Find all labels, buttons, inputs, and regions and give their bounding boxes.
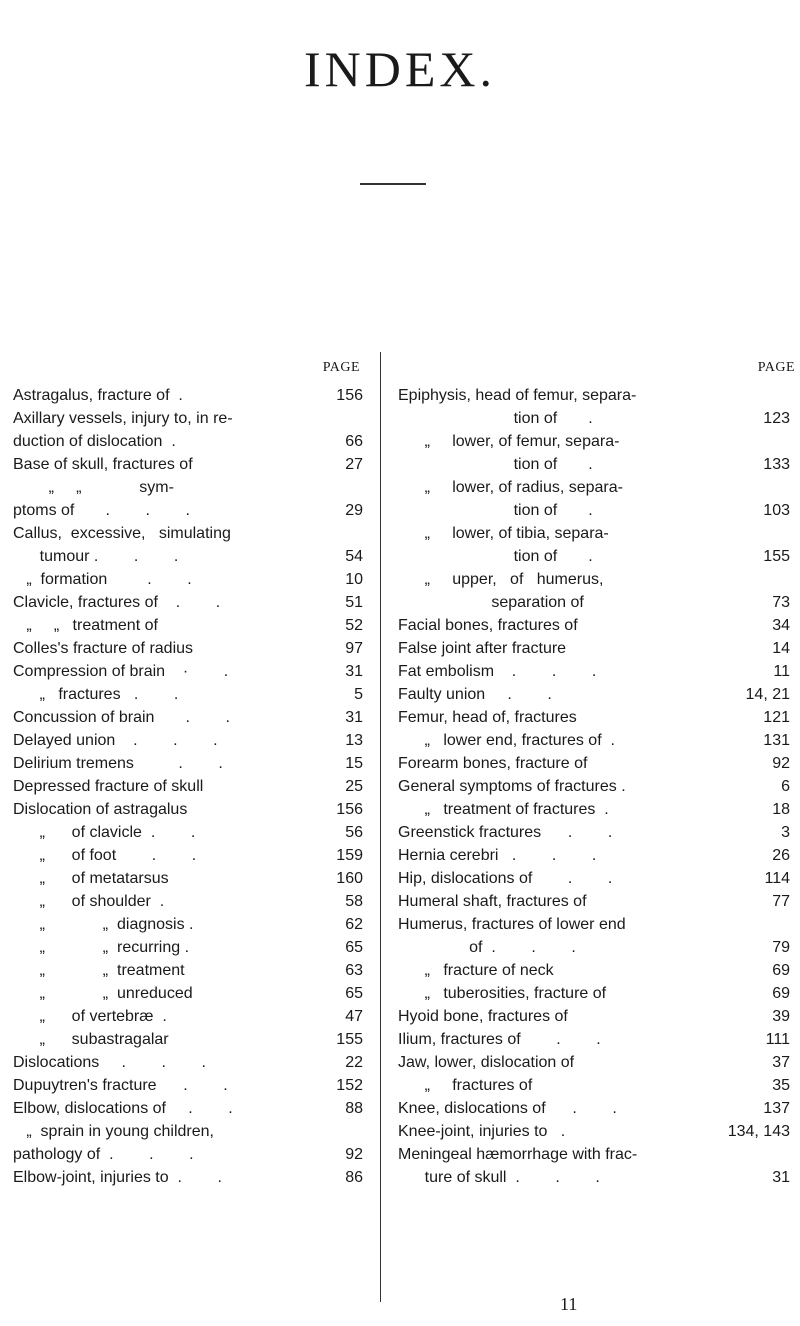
index-entry xyxy=(13,798,363,821)
index-entry xyxy=(13,476,363,499)
index-entry-page: 15 xyxy=(345,755,363,772)
index-entry-text: Humerus, fractures of lower end xyxy=(398,916,626,933)
index-entry-text: Knee-joint, injuries to . xyxy=(398,1123,566,1140)
index-entry-page: 18 xyxy=(772,801,790,818)
index-entry xyxy=(398,476,790,499)
index-entry xyxy=(398,706,790,729)
index-entry xyxy=(13,453,363,476)
index-entry xyxy=(398,729,790,752)
index-entry-page: 160 xyxy=(336,870,363,887)
index-entry-text: Meningeal hæmorrhage with frac- xyxy=(398,1146,638,1163)
index-entry-page: 79 xyxy=(772,939,790,956)
index-entry-text: Jaw, lower, dislocation of xyxy=(398,1054,575,1071)
index-entry xyxy=(398,1143,790,1166)
index-entry xyxy=(13,407,363,430)
index-entry xyxy=(398,384,790,407)
index-entry-page: 69 xyxy=(772,962,790,979)
index-entry xyxy=(398,959,790,982)
index-entry xyxy=(398,614,790,637)
index-entry-text: „ „ unreduced xyxy=(13,985,193,1002)
index-entry xyxy=(13,1166,363,1189)
index-entry xyxy=(13,522,363,545)
index-entry-text: „ fracture of neck xyxy=(398,962,554,979)
index-entry xyxy=(398,499,790,522)
index-entry-text: Compression of brain · . xyxy=(13,663,229,680)
index-entry-text: Elbow, dislocations of . . xyxy=(13,1100,233,1117)
index-entry-text: Facial bones, fractures of xyxy=(398,617,578,634)
index-entry-page: 6 xyxy=(781,778,790,795)
index-entry-text: Dislocation of astragalus xyxy=(13,801,188,818)
index-entry xyxy=(398,407,790,430)
index-entry xyxy=(13,844,363,867)
index-entry-text: of . . . xyxy=(398,939,576,956)
index-entry-text: „ lower, of femur, separa- xyxy=(398,433,620,450)
index-entry-page: 111 xyxy=(765,1031,790,1048)
index-entry-text: Fat embolism . . . xyxy=(398,663,597,680)
index-entry-page: 39 xyxy=(772,1008,790,1025)
index-entry xyxy=(398,821,790,844)
index-entry xyxy=(13,430,363,453)
index-entry xyxy=(398,1005,790,1028)
index-entry-page: 88 xyxy=(345,1100,363,1117)
index-entry xyxy=(13,1120,363,1143)
index-entry-page: 31 xyxy=(772,1169,790,1186)
index-entry-text: „ treatment of fractures . xyxy=(398,801,609,818)
index-entry-text: tumour . . . xyxy=(13,548,179,565)
index-entry-page: 58 xyxy=(345,893,363,910)
index-entry xyxy=(398,683,790,706)
index-entry-page: 27 xyxy=(345,456,363,473)
index-entry xyxy=(398,936,790,959)
index-entry xyxy=(13,729,363,752)
index-entry-text: Delirium tremens . . xyxy=(13,755,223,772)
index-entry xyxy=(13,890,363,913)
index-entry xyxy=(13,1097,363,1120)
index-entry xyxy=(13,752,363,775)
index-entry xyxy=(398,1097,790,1120)
index-entry xyxy=(13,1051,363,1074)
index-entry-page: 47 xyxy=(345,1008,363,1025)
index-entry xyxy=(13,706,363,729)
index-entry xyxy=(398,1166,790,1189)
index-entry-text: Elbow-joint, injuries to . . xyxy=(13,1169,222,1186)
index-entry-page: 13 xyxy=(345,732,363,749)
index-entry-page: 103 xyxy=(763,502,790,519)
index-entry-text: tion of . xyxy=(398,502,593,519)
index-entry-page: 92 xyxy=(345,1146,363,1163)
index-entry-text: Forearm bones, fracture of xyxy=(398,755,588,772)
index-entry-page: 31 xyxy=(345,709,363,726)
index-entry-page: 56 xyxy=(345,824,363,841)
index-entries-right xyxy=(398,384,790,1189)
index-entry xyxy=(398,752,790,775)
index-entry-text: Dislocations . . . xyxy=(13,1054,206,1071)
index-entry xyxy=(13,959,363,982)
index-entry-text: tion of . xyxy=(398,548,593,565)
index-entry xyxy=(13,545,363,568)
index-entry-page: 3 xyxy=(781,824,790,841)
index-entry xyxy=(398,545,790,568)
index-entry-page: 22 xyxy=(345,1054,363,1071)
index-entry-text: Concussion of brain . . xyxy=(13,709,230,726)
index-entry xyxy=(398,775,790,798)
title-rule xyxy=(360,183,426,185)
index-entry xyxy=(398,1051,790,1074)
index-entry-page: 137 xyxy=(763,1100,790,1117)
index-entry xyxy=(13,384,363,407)
index-entry-text: „ of vertebræ . xyxy=(13,1008,167,1025)
index-entry-page: 156 xyxy=(336,387,363,404)
index-entry xyxy=(398,982,790,1005)
index-entry-page: 10 xyxy=(345,571,363,588)
index-entry-text: „ lower, of radius, separa- xyxy=(398,479,623,496)
index-entry xyxy=(398,1028,790,1051)
index-entry-text: „ formation . . xyxy=(13,571,192,588)
index-entry-text: „ of foot . . xyxy=(13,847,197,864)
index-entry xyxy=(398,890,790,913)
index-entry xyxy=(13,591,363,614)
index-entry-text: Femur, head of, fractures xyxy=(398,709,577,726)
index-entry-page: 11 xyxy=(773,663,790,680)
index-entry xyxy=(398,913,790,936)
index-entry-page: 65 xyxy=(345,985,363,1002)
index-entry xyxy=(13,867,363,890)
index-entry-text: Delayed union . . . xyxy=(13,732,218,749)
index-entry xyxy=(398,522,790,545)
index-entry-text: „ „ recurring . xyxy=(13,939,190,956)
index-entry-text: tion of . xyxy=(398,410,593,427)
index-entry xyxy=(13,660,363,683)
index-entry-text: ture of skull . . . xyxy=(398,1169,600,1186)
index-entry-page: 114 xyxy=(764,870,790,887)
index-entry-page: 54 xyxy=(345,548,363,565)
index-entry xyxy=(13,1143,363,1166)
index-entry-page: 86 xyxy=(345,1169,363,1186)
index-entry xyxy=(13,1028,363,1051)
index-entry-page: 155 xyxy=(336,1031,363,1048)
index-entry-text: Knee, dislocations of . . xyxy=(398,1100,617,1117)
index-entry xyxy=(13,982,363,1005)
index-entry xyxy=(398,568,790,591)
index-entry-page: 62 xyxy=(345,916,363,933)
index-entry-text: „ of metatarsus xyxy=(13,870,169,887)
index-entry-text: „ fractures . . xyxy=(13,686,179,703)
index-entry-text: „ lower end, fractures of . xyxy=(398,732,615,749)
index-entry xyxy=(398,844,790,867)
index-entry-page: 34 xyxy=(772,617,790,634)
index-entry xyxy=(13,499,363,522)
index-entry-page: 37 xyxy=(772,1054,790,1071)
index-entry-text: Humeral shaft, fractures of xyxy=(398,893,587,910)
index-entry-text: separation of xyxy=(398,594,584,611)
index-entry xyxy=(13,683,363,706)
index-entry-page: 35 xyxy=(772,1077,790,1094)
index-entry xyxy=(13,1074,363,1097)
index-entry-page: 123 xyxy=(763,410,790,427)
index-entry-text: Axillary vessels, injury to, in re- xyxy=(13,410,233,427)
index-entry xyxy=(398,591,790,614)
index-entry-text: Faulty union . . xyxy=(398,686,552,703)
index-entry-text: Depressed fracture of skull xyxy=(13,778,204,795)
index-entry-page: 31 xyxy=(345,663,363,680)
index-entry-text: Ilium, fractures of . . xyxy=(398,1031,601,1048)
index-entry-text: Colles's fracture of radius xyxy=(13,640,194,657)
index-entry-text: False joint after fracture xyxy=(398,640,567,657)
index-entry-page: 97 xyxy=(345,640,363,657)
index-entry-page: 51 xyxy=(345,594,363,611)
index-entry-text: Hip, dislocations of . . xyxy=(398,870,613,887)
index-entry xyxy=(13,821,363,844)
index-entry xyxy=(398,798,790,821)
index-entry-text: Hyoid bone, fractures of xyxy=(398,1008,568,1025)
index-entry-page: 131 xyxy=(763,732,790,749)
index-entry-page: 77 xyxy=(772,893,790,910)
index-entry-page: 134, 143 xyxy=(727,1123,790,1140)
index-entry-page: 26 xyxy=(772,847,790,864)
index-entry-text: „ subastragalar xyxy=(13,1031,169,1048)
index-entry-page: 63 xyxy=(345,962,363,979)
index-entry-text: General symptoms of fractures . xyxy=(398,778,626,795)
index-entry-page: 65 xyxy=(345,939,363,956)
index-entry-page: 14, 21 xyxy=(745,686,790,703)
index-entry-page: 29 xyxy=(345,502,363,519)
index-entry-text: „ „ treatment of xyxy=(13,617,158,634)
page-title: INDEX. xyxy=(303,41,497,97)
index-entry-text: tion of . xyxy=(398,456,593,473)
index-entry-page: 156 xyxy=(336,801,363,818)
index-entry-text: Clavicle, fractures of . . xyxy=(13,594,221,611)
page-number: 11 xyxy=(560,1294,578,1314)
index-entry-page: 155 xyxy=(763,548,790,565)
index-entry-text: „ upper, of humerus, xyxy=(398,571,604,588)
index-entry-text: Epiphysis, head of femur, separa- xyxy=(398,387,637,404)
index-entry-text: Callus, excessive, simulating xyxy=(13,525,231,542)
index-entry-text: ptoms of . . . xyxy=(13,502,190,519)
index-entry-text: duction of dislocation . xyxy=(13,433,176,450)
index-entry-page: 152 xyxy=(336,1077,363,1094)
index-entry-text: „ lower, of tibia, separa- xyxy=(398,525,609,542)
column-divider xyxy=(380,352,381,1302)
index-entry xyxy=(398,430,790,453)
page-column-header-right: PAGE xyxy=(757,360,795,375)
index-entry-text: „ fractures of xyxy=(398,1077,533,1094)
index-entry xyxy=(13,637,363,660)
index-entry-text: Base of skull, fractures of xyxy=(13,456,193,473)
index-entry xyxy=(398,1074,790,1097)
index-entry-page: 14 xyxy=(772,640,790,657)
index-entry xyxy=(13,1005,363,1028)
index-entry xyxy=(13,614,363,637)
index-entry-text: Greenstick fractures . . xyxy=(398,824,613,841)
index-entry-page: 5 xyxy=(354,686,363,703)
index-entry-page: 66 xyxy=(345,433,363,450)
index-entry-text: Dupuytren's fracture . . xyxy=(13,1077,228,1094)
index-entry-page: 73 xyxy=(772,594,790,611)
index-entry-page: 159 xyxy=(336,847,363,864)
index-entry-page: 52 xyxy=(345,617,363,634)
page-column-header-left: PAGE xyxy=(322,360,360,375)
index-entry-text: pathology of . . . xyxy=(13,1146,194,1163)
index-entry xyxy=(13,936,363,959)
index-entry-text: „ „ treatment xyxy=(13,962,185,979)
index-entry xyxy=(398,637,790,660)
index-entry-text: „ sprain in young children, xyxy=(13,1123,214,1140)
index-entry-text: Astragalus, fracture of . xyxy=(13,387,183,404)
index-entry-text: „ tuberosities, fracture of xyxy=(398,985,607,1002)
index-entry-text: „ „ sym- xyxy=(13,479,174,496)
index-entries-left xyxy=(13,384,363,1189)
index-entry xyxy=(398,453,790,476)
index-entry-page: 121 xyxy=(763,709,790,726)
index-entry-text: Hernia cerebri . . . xyxy=(398,847,597,864)
index-entry-text: „ „ diagnosis . xyxy=(13,916,194,933)
index-entry xyxy=(398,1120,790,1143)
index-entry-text: „ of shoulder . xyxy=(13,893,165,910)
index-entry-page: 133 xyxy=(763,456,790,473)
index-entry xyxy=(398,867,790,890)
index-entry xyxy=(13,913,363,936)
index-entry xyxy=(13,775,363,798)
index-entry xyxy=(13,568,363,591)
index-entry-text: „ of clavicle . . xyxy=(13,824,196,841)
index-entry-page: 92 xyxy=(772,755,790,772)
index-entry xyxy=(398,660,790,683)
index-entry-page: 25 xyxy=(345,778,363,795)
index-entry-page: 69 xyxy=(772,985,790,1002)
